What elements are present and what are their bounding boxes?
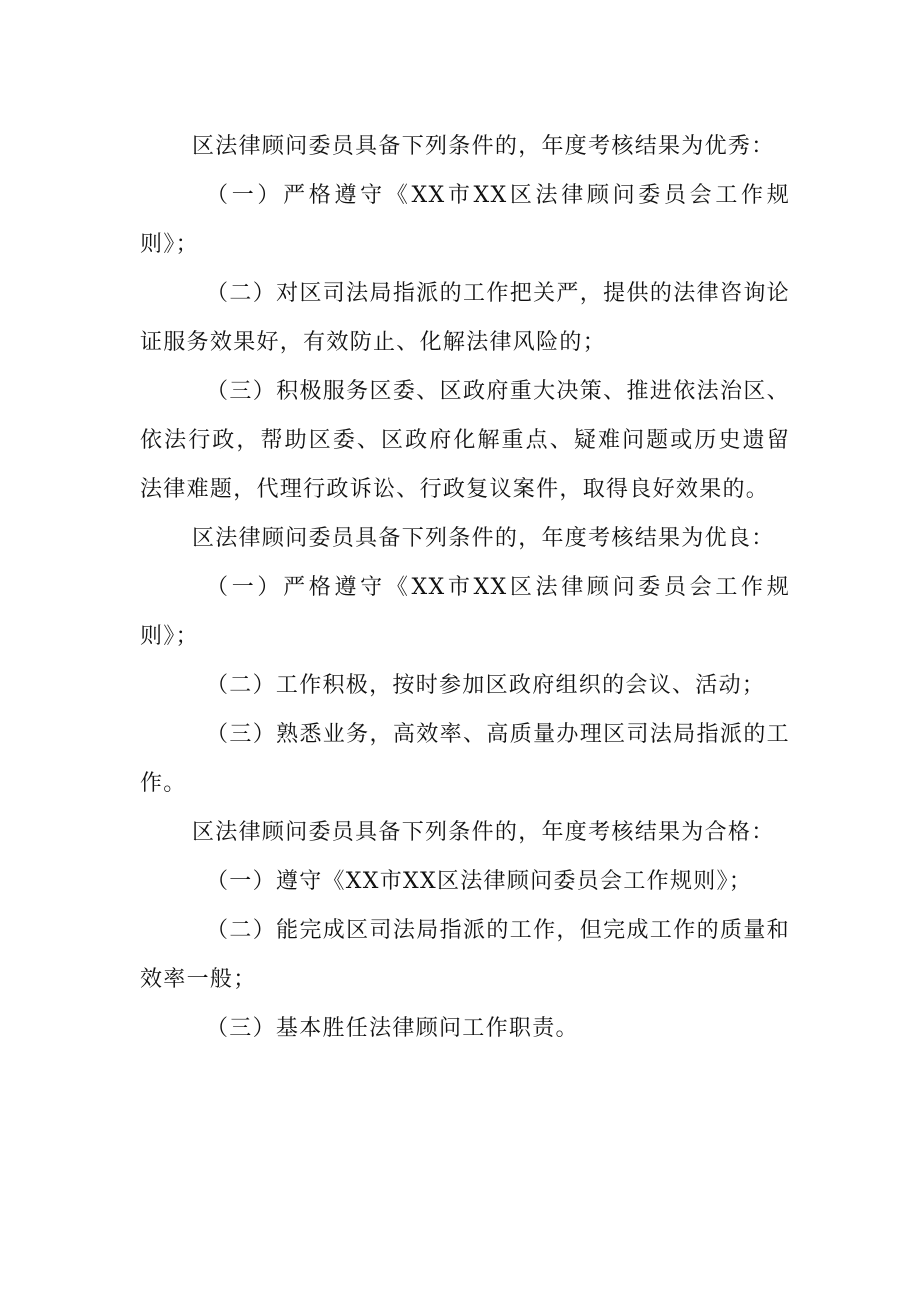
section-excellent-heading: 区法律顾问委员具备下列条件的，年度考核结果为优秀：: [192, 134, 775, 159]
section-excellent-item-1: （一）严格遵守《XX市XX区法律顾问委员会工作规则》；: [140, 183, 790, 257]
section-good-heading: 区法律顾问委员具备下列条件的，年度考核结果为优良：: [192, 526, 775, 551]
section-good-item-1: （一）严格遵守《XX市XX区法律顾问委员会工作规则》；: [140, 575, 790, 649]
section-pass-item-2: （二）能完成区司法局指派的工作，但完成工作的质量和效率一般；: [140, 918, 790, 992]
document-body: [140, 122, 790, 1053]
section-pass-item-3: （三）基本胜任法律顾问工作职责。: [206, 1016, 579, 1041]
section-pass-item-1: （一）遵守《XX市XX区法律顾问委员会工作规则》；: [206, 869, 753, 894]
section-excellent-item-2: （二）对区司法局指派的工作把关严，提供的法律咨询论证服务效果好，有效防止、化解法律风险的；: [140, 281, 790, 355]
section-pass-heading: 区法律顾问委员具备下列条件的，年度考核结果为合格：: [192, 820, 775, 845]
section-good-item-2: （二）工作积极，按时参加区政府组织的会议、活动；: [206, 673, 766, 698]
section-excellent-item-3: （三）积极服务区委、区政府重大决策、推进依法治区、依法行政，帮助区委、区政府化解重点、疑难问题或历史遗留法律难题，代理行政诉讼、行政复议案件，取得良好效果的。: [140, 379, 790, 502]
section-good-item-3: （三）熟悉业务，高效率、高质量办理区司法局指派的工作。: [140, 722, 790, 796]
